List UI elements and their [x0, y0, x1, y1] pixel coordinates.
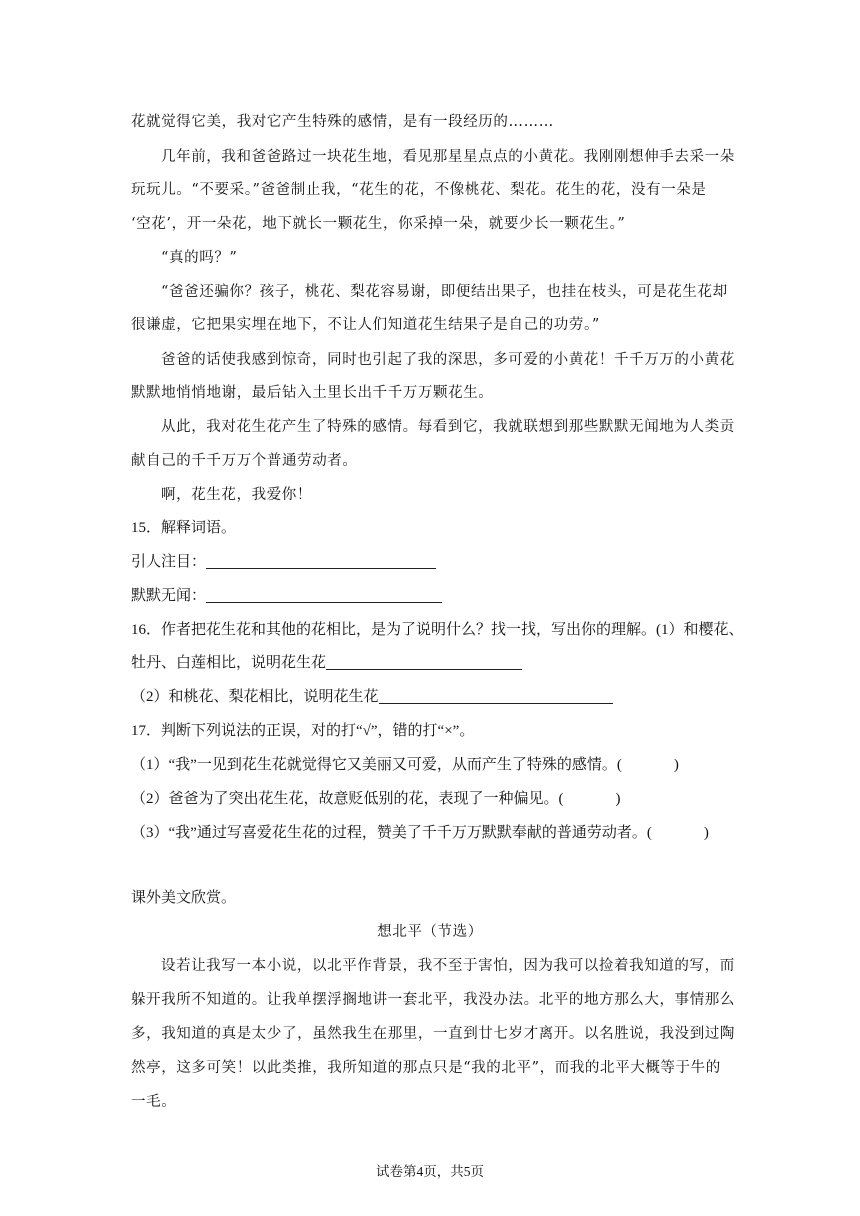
- passage-line: 几年前，我和爸爸路过一块花生地，看见那星星点点的小黄花。我刚刚想伸手去采一朵: [161, 149, 735, 165]
- passage-line: 然亭，这多可笑！以此类推，我所知道的那点只是“我的北平”，而我的北平大概等于牛的: [131, 1060, 721, 1076]
- question-text: 牡丹、白莲相比，说明花生花: [131, 655, 327, 671]
- question-text: （2）和桃花、梨花相比，说明花生花: [131, 689, 379, 705]
- passage-line: 多，我知道的真是太少了，虽然我生在那里，一直到廿七岁才离开。以名胜说，我没到过陶: [131, 1026, 735, 1042]
- answer-blank[interactable]: [206, 586, 442, 603]
- question-17-item-2: [131, 789, 621, 809]
- question-15-item-1: [131, 552, 436, 572]
- passage-line: 躲开我所不知道的。让我单摆浮搁地讲一套北平，我没办法。北平的地方那么大，事情那么: [131, 992, 735, 1008]
- question-16: 16．作者把花生花和其他的花相比，是为了说明什么？找一找，写出你的理解。(1）和樱花、: [131, 622, 744, 638]
- passage-line: 花就觉得它美，我对它产生特殊的感情，是有一段经历的………: [131, 114, 554, 130]
- passage-line: 玩玩儿。“不要采。”爸爸制止我，“花生的花，不像桃花、梨花。花生的花，没有一朵是: [131, 182, 707, 198]
- passage-line: 很谦虚，它把果实埋在地下，不让人们知道花生结果子是自己的功劳。”: [131, 317, 600, 333]
- statement-text: （3）“我”通过写喜爱花生花的过程，赞美了千千万万默默奉献的普通劳动者。(: [131, 825, 652, 841]
- close-paren: ): [703, 825, 709, 841]
- question-16-part-1: [131, 653, 522, 673]
- question-17: 17．判断下列说法的正误，对的打“√”，错的打“×”。: [131, 723, 475, 739]
- question-17-item-1: [131, 755, 679, 775]
- close-paren: ): [673, 757, 679, 773]
- passage-line: 从此，我对花生花产生了特殊的感情。每看到它，我就联想到那些默默无闻地为人类贡: [161, 419, 735, 435]
- passage-title: 想北平（节选）: [377, 924, 483, 940]
- statement-text: （1）“我”一见到花生花就觉得它又美丽又可爱，从而产生了特殊的感情。(: [131, 757, 622, 773]
- passage-line: 设若让我写一本小说，以北平作背景，我不至于害怕，因为我可以捡着我知道的写，而: [161, 958, 735, 974]
- passage-line: “真的吗？”: [161, 250, 238, 266]
- term-label: 默默无闻：: [131, 588, 207, 604]
- passage-line: 爸爸的话使我感到惊奇，同时也引起了我的深思，多可爱的小黄花！千千万万的小黄花: [161, 352, 735, 368]
- page-footer: 试卷第4页，共5页: [376, 1164, 484, 1179]
- passage-line: 默默地悄悄地谢，最后钻入土里长出千千万万颗花生。: [131, 385, 494, 401]
- passage-line: 一毛。: [131, 1094, 177, 1110]
- question-17-item-3: [131, 823, 709, 843]
- term-label: 引人注目：: [131, 554, 207, 570]
- passage-line: 啊，花生花，我爱你！: [161, 487, 312, 503]
- answer-blank[interactable]: [326, 653, 522, 670]
- close-paren: ): [615, 791, 621, 807]
- passage-line: 献自己的千千万万个普通劳动者。: [131, 453, 358, 469]
- passage-line: ‘空花’，开一朵花，地下就长一颗花生，你采掉一朵，就要少长一颗花生。”: [131, 216, 626, 232]
- answer-blank[interactable]: [206, 552, 436, 569]
- answer-blank[interactable]: [379, 687, 613, 704]
- passage-line: “爸爸还骗你？孩子，桃花、梨花容易谢，即便结出果子，也挂在枝头，可是花生花却: [161, 284, 728, 300]
- question-15: 15．解释词语。: [131, 520, 237, 536]
- question-16-part-2: [131, 687, 613, 707]
- statement-text: （2）爸爸为了突出花生花，故意贬低别的花，表现了一种偏见。(: [131, 791, 564, 807]
- question-15-item-2: [131, 586, 442, 606]
- section-heading: 课外美文欣赏。: [131, 890, 237, 906]
